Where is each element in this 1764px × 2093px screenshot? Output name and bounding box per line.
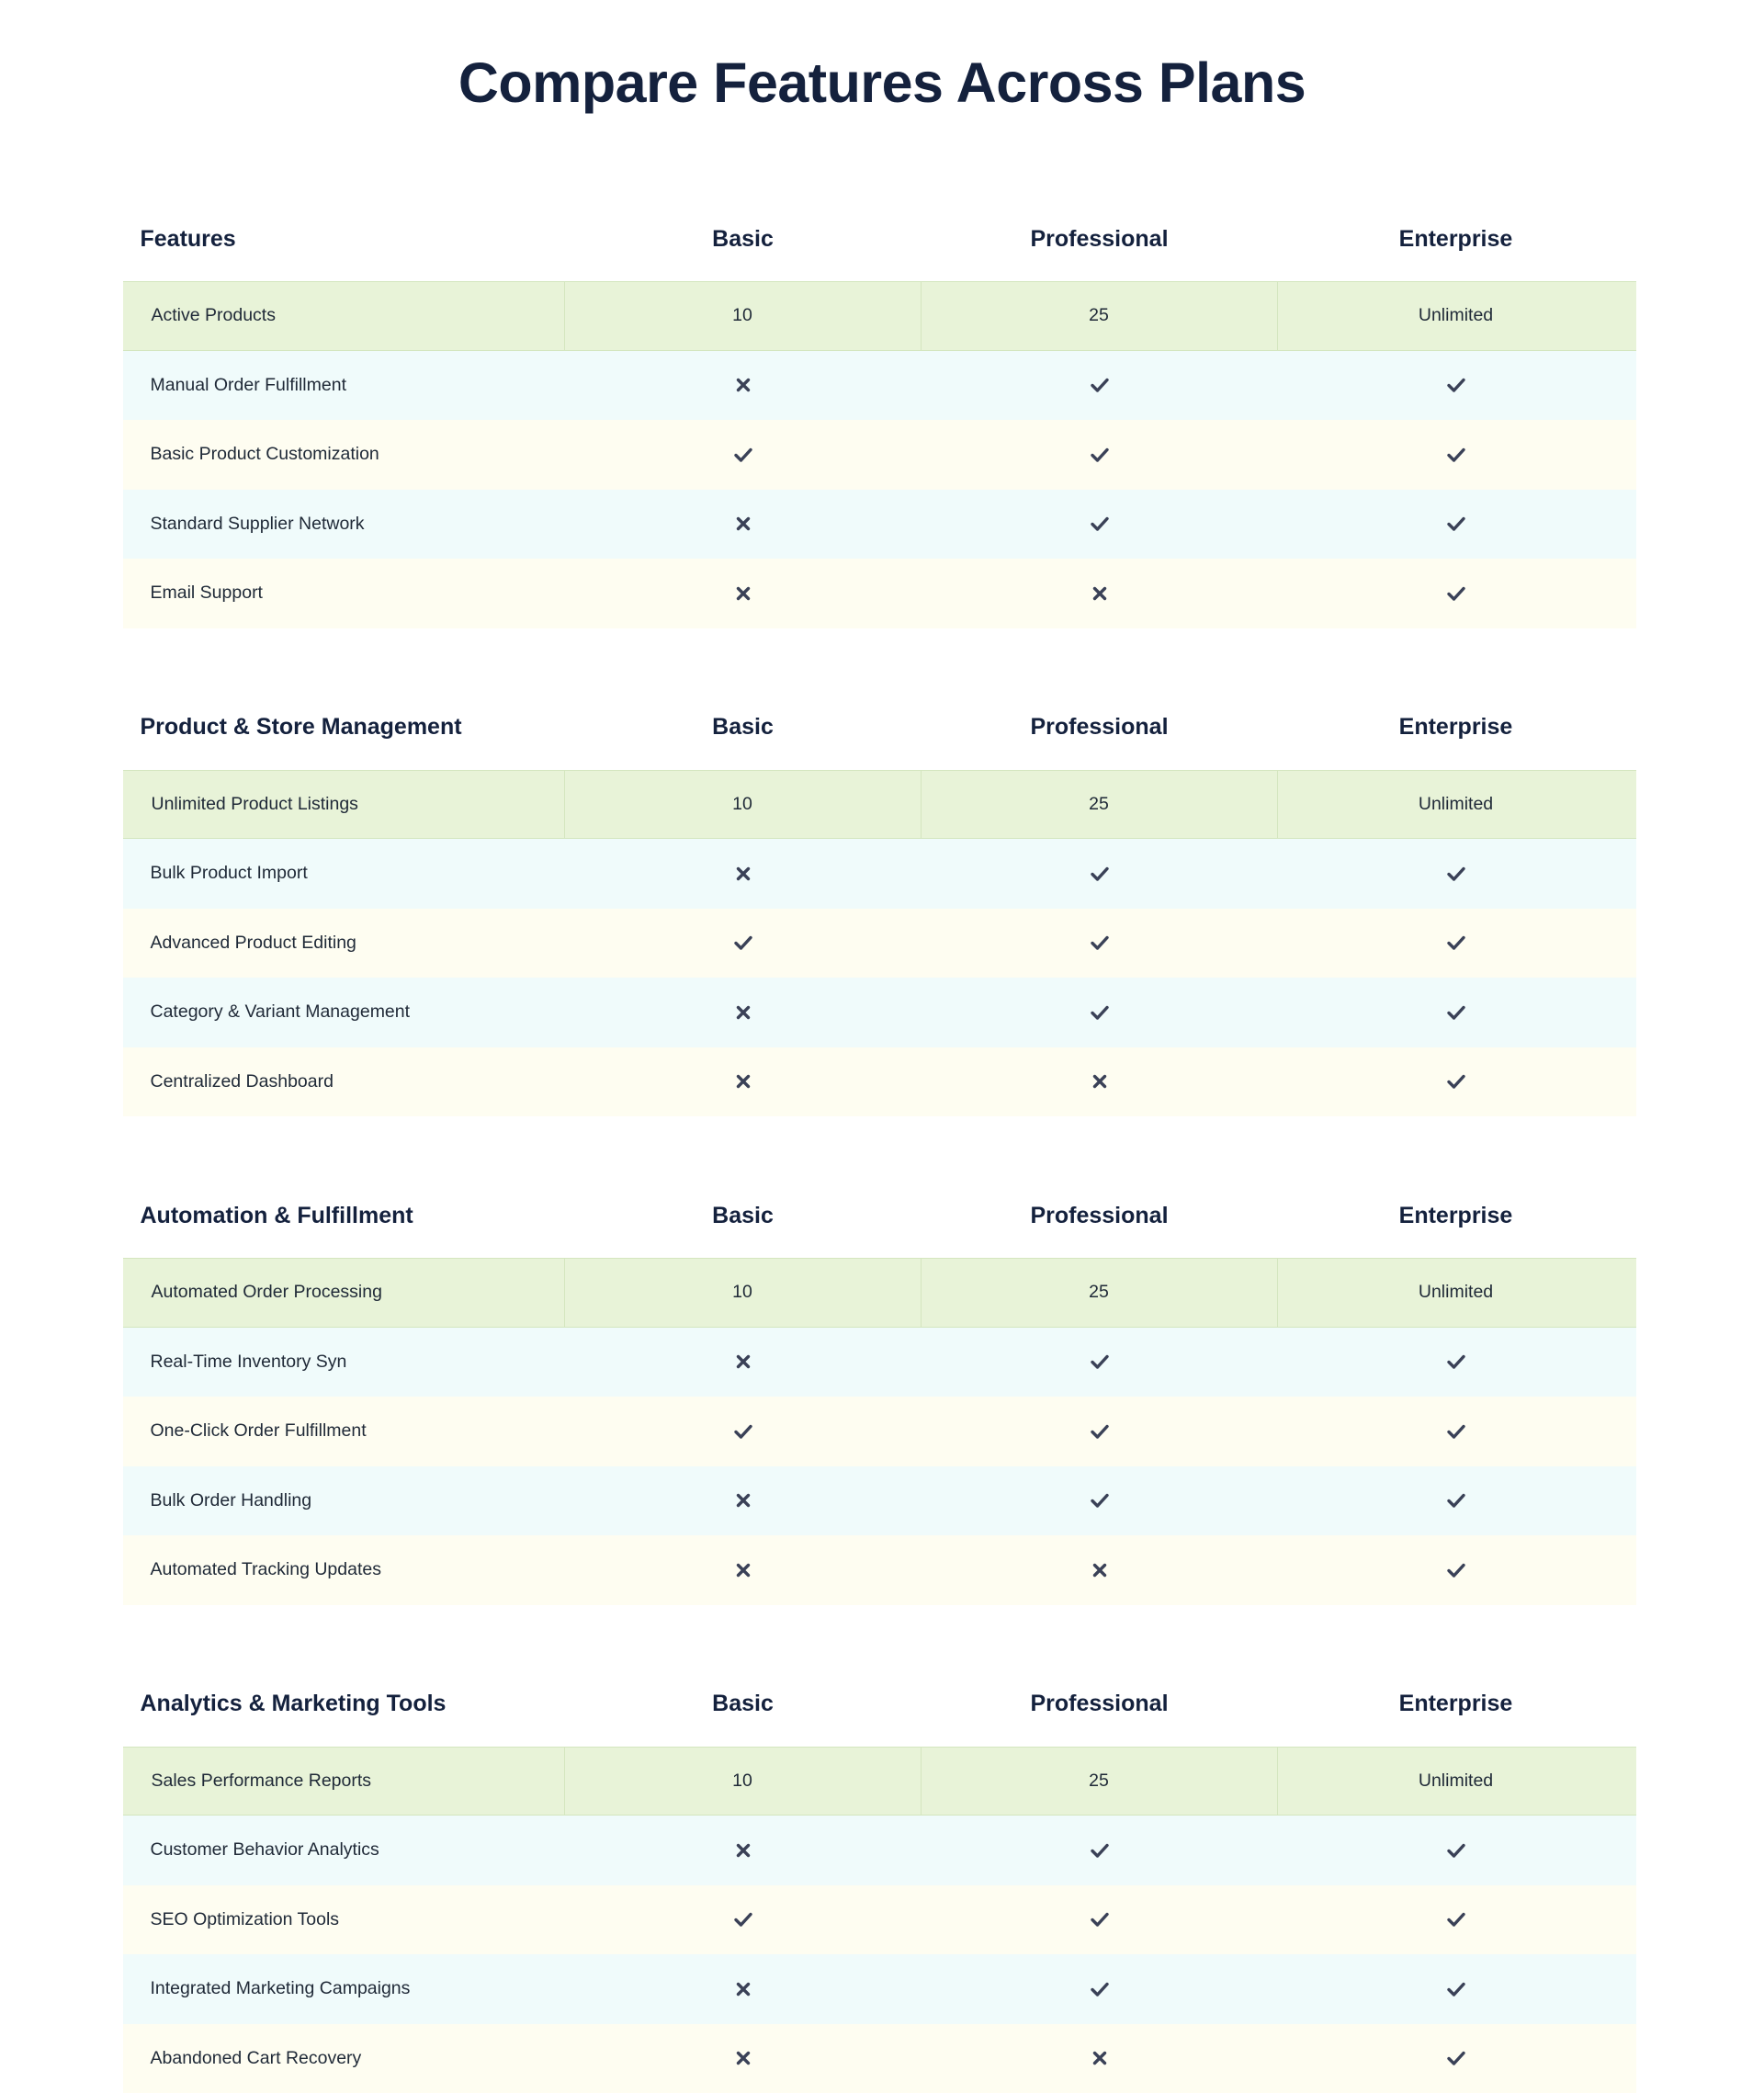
feature-label: Standard Supplier Network <box>123 514 565 535</box>
table-row <box>123 1258 1636 1328</box>
plan-cell <box>922 559 1278 628</box>
check-icon <box>732 444 754 466</box>
plan-value: Unlimited <box>1419 305 1493 326</box>
feature-label: Category & Variant Management <box>123 1001 565 1023</box>
plan-cell <box>922 420 1278 490</box>
table-row <box>123 1535 1636 1605</box>
plan-cell <box>1278 2024 1634 2093</box>
plan-cell <box>1278 1466 1634 1536</box>
plan-cell <box>565 1047 922 1117</box>
feature-label: Advanced Product Editing <box>123 933 565 954</box>
plan-cell <box>1278 909 1634 979</box>
plan-cell <box>565 1748 922 1816</box>
plan-cell <box>1278 1328 1634 1397</box>
plan-cell <box>1278 490 1634 560</box>
plan-cell <box>565 282 922 350</box>
check-icon <box>1089 863 1111 885</box>
feature-label: One-Click Order Fulfillment <box>123 1420 565 1442</box>
feature-label: Manual Order Fulfillment <box>123 375 565 396</box>
plan-cell <box>1278 839 1634 909</box>
section-header <box>123 1662 1636 1747</box>
plan-cell <box>565 2024 922 2093</box>
plan-cell <box>922 490 1278 560</box>
plan-cell <box>922 1259 1278 1327</box>
check-icon <box>1089 932 1111 954</box>
plan-cell <box>922 282 1278 350</box>
plan-cell <box>922 2024 1278 2093</box>
cross-icon <box>1089 583 1111 605</box>
plan-cell <box>565 351 922 421</box>
check-icon <box>1089 1351 1111 1373</box>
plan-cell <box>1278 1397 1634 1466</box>
feature-label: Unlimited Product Listings <box>123 771 565 839</box>
check-icon <box>1445 374 1467 396</box>
check-icon <box>1445 1001 1467 1024</box>
check-icon <box>1445 2047 1467 2069</box>
section-header <box>123 1173 1636 1258</box>
plan-column-header: Enterprise <box>1278 714 1634 741</box>
plan-cell <box>922 771 1278 839</box>
plan-value: Unlimited <box>1419 1771 1493 1792</box>
check-icon <box>1445 444 1467 466</box>
feature-label: Email Support <box>123 583 565 604</box>
plan-value: 10 <box>732 305 752 326</box>
plan-value: 10 <box>732 1282 752 1303</box>
check-icon <box>1089 374 1111 396</box>
comparison-tables <box>0 197 1764 2093</box>
plan-column-header: Professional <box>922 1691 1278 1717</box>
plan-cell <box>922 1885 1278 1955</box>
plan-cell <box>922 1328 1278 1397</box>
plan-value: 10 <box>732 794 752 815</box>
feature-label: Sales Performance Reports <box>123 1748 565 1816</box>
feature-label: Real-Time Inventory Syn <box>123 1352 565 1373</box>
plan-cell <box>565 1954 922 2024</box>
plan-value: 25 <box>1089 794 1109 815</box>
plan-cell <box>922 1816 1278 1885</box>
cross-icon <box>732 2047 754 2069</box>
table-row <box>123 1328 1636 1397</box>
plan-column-header: Basic <box>565 1691 922 1717</box>
check-icon <box>1445 1070 1467 1092</box>
plan-column-header: Enterprise <box>1278 1203 1634 1229</box>
cross-icon <box>732 1559 754 1581</box>
plan-column-header: Professional <box>922 1203 1278 1229</box>
plan-cell <box>565 420 922 490</box>
check-icon <box>1089 1489 1111 1511</box>
section-title: Automation & Fulfillment <box>123 1203 565 1229</box>
plan-cell <box>565 909 922 979</box>
plan-value: 10 <box>732 1771 752 1792</box>
plan-cell <box>1278 1535 1634 1605</box>
plan-cell <box>1278 1885 1634 1955</box>
plan-value: 25 <box>1089 1282 1109 1303</box>
table-row <box>123 1747 1636 1816</box>
check-icon <box>1089 444 1111 466</box>
table-row <box>123 351 1636 421</box>
check-icon <box>1089 1839 1111 1861</box>
comparison-section <box>123 1662 1636 2093</box>
plan-cell <box>922 1535 1278 1605</box>
feature-label: Bulk Order Handling <box>123 1490 565 1511</box>
check-icon <box>1445 863 1467 885</box>
plan-cell <box>565 771 922 839</box>
table-row <box>123 978 1636 1047</box>
plan-cell <box>922 1466 1278 1536</box>
plan-column-header: Basic <box>565 226 922 253</box>
plan-cell <box>1278 1047 1634 1117</box>
feature-label: Integrated Marketing Campaigns <box>123 1978 565 1999</box>
plan-cell <box>1278 1816 1634 1885</box>
plan-cell <box>1278 771 1634 839</box>
table-row <box>123 1397 1636 1466</box>
feature-label: Automated Tracking Updates <box>123 1559 565 1580</box>
cross-icon <box>732 1489 754 1511</box>
plan-cell <box>922 839 1278 909</box>
plan-cell <box>565 1328 922 1397</box>
check-icon <box>1445 513 1467 535</box>
check-icon <box>1445 1978 1467 2000</box>
table-row <box>123 1885 1636 1955</box>
check-icon <box>1089 1908 1111 1930</box>
section-header <box>123 197 1636 281</box>
plan-cell <box>1278 1954 1634 2024</box>
plan-cell <box>1278 1259 1634 1327</box>
table-row <box>123 490 1636 560</box>
plan-cell <box>565 1535 922 1605</box>
plan-value: 25 <box>1089 305 1109 326</box>
plan-cell <box>1278 559 1634 628</box>
feature-label: Centralized Dashboard <box>123 1071 565 1092</box>
cross-icon <box>732 1351 754 1373</box>
plan-cell <box>1278 978 1634 1047</box>
cross-icon <box>732 1070 754 1092</box>
plan-value: Unlimited <box>1419 794 1493 815</box>
section-title: Product & Store Management <box>123 714 565 741</box>
plan-cell <box>1278 420 1634 490</box>
plan-cell <box>922 1397 1278 1466</box>
cross-icon <box>732 583 754 605</box>
table-row <box>123 281 1636 351</box>
cross-icon <box>1089 2047 1111 2069</box>
cross-icon <box>732 513 754 535</box>
section-title: Analytics & Marketing Tools <box>123 1691 565 1717</box>
check-icon <box>1445 1420 1467 1442</box>
feature-label: Abandoned Cart Recovery <box>123 2048 565 2069</box>
section-title: Features <box>123 226 565 253</box>
plan-cell <box>565 1397 922 1466</box>
check-icon <box>1445 1839 1467 1861</box>
cross-icon <box>1089 1070 1111 1092</box>
cross-icon <box>732 374 754 396</box>
check-icon <box>1089 1420 1111 1442</box>
plan-cell <box>565 1259 922 1327</box>
plan-cell <box>565 1816 922 1885</box>
plan-cell <box>922 1748 1278 1816</box>
plan-column-header: Enterprise <box>1278 226 1634 253</box>
table-row <box>123 1466 1636 1536</box>
table-row <box>123 770 1636 840</box>
plan-column-header: Professional <box>922 714 1278 741</box>
cross-icon <box>732 1001 754 1024</box>
plan-cell <box>922 978 1278 1047</box>
plan-cell <box>922 1954 1278 2024</box>
feature-label: Automated Order Processing <box>123 1259 565 1327</box>
check-icon <box>1445 1489 1467 1511</box>
cross-icon <box>732 863 754 885</box>
plan-cell <box>565 1466 922 1536</box>
plan-column-header: Basic <box>565 714 922 741</box>
table-row <box>123 2024 1636 2093</box>
plan-cell <box>1278 1748 1634 1816</box>
plan-cell <box>1278 282 1634 350</box>
plan-cell <box>922 351 1278 421</box>
table-row <box>123 909 1636 979</box>
check-icon <box>1089 1001 1111 1024</box>
plan-cell <box>565 490 922 560</box>
table-row <box>123 420 1636 490</box>
comparison-section <box>123 197 1636 628</box>
feature-label: Customer Behavior Analytics <box>123 1839 565 1861</box>
check-icon <box>1445 1559 1467 1581</box>
plan-cell <box>565 1885 922 1955</box>
table-row <box>123 1954 1636 2024</box>
cross-icon <box>732 1978 754 2000</box>
check-icon <box>732 1908 754 1930</box>
table-row <box>123 839 1636 909</box>
check-icon <box>1089 1978 1111 2000</box>
plan-cell <box>565 559 922 628</box>
feature-label: SEO Optimization Tools <box>123 1909 565 1930</box>
comparison-section <box>123 1173 1636 1605</box>
comparison-section <box>123 685 1636 1117</box>
plan-cell <box>922 909 1278 979</box>
check-icon <box>1089 513 1111 535</box>
plan-column-header: Professional <box>922 226 1278 253</box>
table-row <box>123 1047 1636 1117</box>
check-icon <box>732 932 754 954</box>
plan-cell <box>565 978 922 1047</box>
feature-label: Active Products <box>123 282 565 350</box>
page-title: Compare Features Across Plans <box>0 0 1764 119</box>
plan-value: Unlimited <box>1419 1282 1493 1303</box>
check-icon <box>1445 583 1467 605</box>
plan-column-header: Enterprise <box>1278 1691 1634 1717</box>
check-icon <box>1445 1351 1467 1373</box>
table-row <box>123 1816 1636 1885</box>
table-row <box>123 559 1636 628</box>
plan-cell <box>922 1047 1278 1117</box>
plan-cell <box>565 839 922 909</box>
cross-icon <box>1089 1559 1111 1581</box>
check-icon <box>1445 932 1467 954</box>
check-icon <box>1445 1908 1467 1930</box>
cross-icon <box>732 1839 754 1861</box>
feature-label: Basic Product Customization <box>123 444 565 465</box>
feature-label: Bulk Product Import <box>123 863 565 884</box>
check-icon <box>732 1420 754 1442</box>
plan-cell <box>1278 351 1634 421</box>
section-header <box>123 685 1636 770</box>
plan-column-header: Basic <box>565 1203 922 1229</box>
plan-value: 25 <box>1089 1771 1109 1792</box>
